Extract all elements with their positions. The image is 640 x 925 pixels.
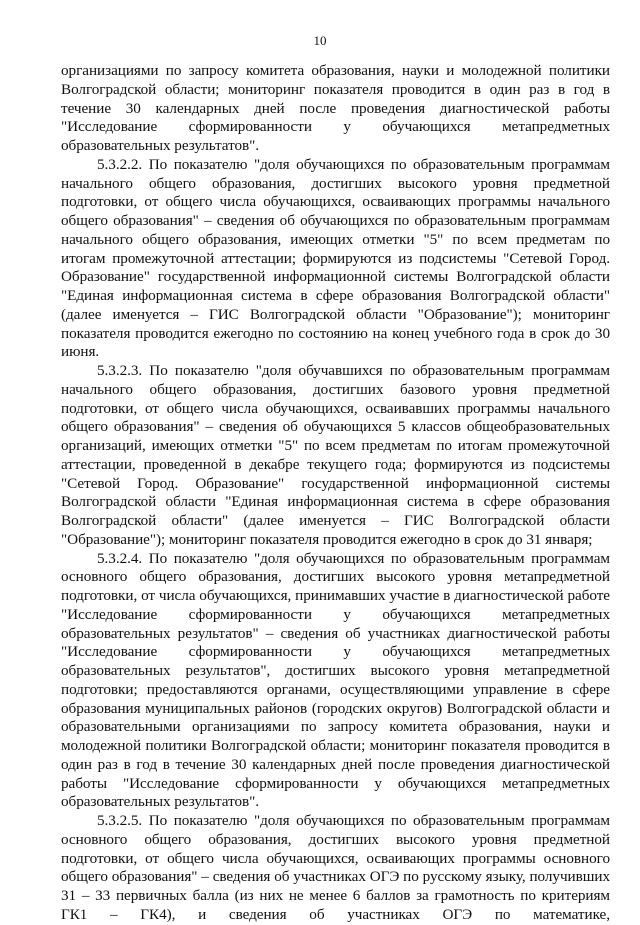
paragraph-continuation: организациями по запросу комитета образования, науки и молодежной политики Волгоградской области; мониторинг показателя проводится в один раз в год в течение 30 календарных дней после проведения диагностической работы "Исследование сформированности у обучающихся метапредметных образовательных результатов". bbox=[61, 62, 610, 154]
paragraph-5-3-2-3: 5.3.2.3. По показателю "доля обучавшихся по образовательным программам начального общего образования, достигших базового уровня предметной подготовки, от общего числа обучающихся, осваивавших программы начального общего образования" – сведения об обучающихся 5 классов общеобразовательных организаций, имеющих отметки "5" по всем предметам по итогам промежуточной аттестации, проведенной в декабре текущего года; формируются из подсистемы "Сетевой Город. Образование" государственной информационной системы Волгоградской области "Единая информационная система в сфере образования Волгоградской области" (далее именуется – ГИС Волгоградской области "Образование"); мониторинг показателя проводится ежегодно в срок до 31 января; bbox=[61, 362, 610, 548]
paragraph-5-3-2-2: 5.3.2.2. По показателю "доля обучающихся по образовательным программам начального общего образования, достигших высокого уровня предметной подготовки, от общего числа обучающихся, осваивающих программы начального общего образования" – сведения об обучающихся по образовательным программам начального общего образования, имеющих отметки "5" по всем предметам по итогам промежуточной аттестации; формируются из подсистемы "Сетевой Город. Образование" государственной информационной системы Волгоградской области "Единая информационная система в сфере образования Волгоградской области" (далее именуется – ГИС Волгоградской области "Образование"); мониторинг показателя проводится ежегодно по состоянию на конец учебного года в срок до 30 июня. bbox=[61, 155, 610, 361]
document-body bbox=[61, 62, 610, 925]
page-number: 10 bbox=[313, 33, 327, 48]
paragraph-5-3-2-5: 5.3.2.5. По показателю "доля обучающихся по образовательным программам основного общего образования, достигших высокого уровня предметной подготовки, от общего числа обучающихся, осваивающих программы основного общего образования" – сведения об участниках ОГЭ по русскому языку, получивших 31 – 33 первичных балла (из них не менее 6 баллов за грамотность по критериям ГК1 – ГК4), и сведения об участниках ОГЭ по математике, bbox=[61, 812, 610, 923]
paragraph-5-3-2-4: 5.3.2.4. По показателю "доля обучающихся по образовательным программам основного общего образования, достигших высокого уровня метапредметной подготовки, от числа обучающихся, принимавших участие в диагностической работе "Исследование сформированности у обучающихся метапредметных образовательных результатов" – сведения об участниках диагностической работы "Исследование сформированности у обучающихся метапредметных образовательных результатов", достигших высокого уровня метапредметной подготовки; предоставляются органами, осуществляющими управление в сфере образования муниципальных районов (городских округов) Волгоградской области и образовательными организациями по запросу комитета образования, науки и молодежной политики Волгоградской области; мониторинг показателя проводится в один раз в год в течение 30 календарных дней после проведения диагностической работы "Исследование сформированности у обучающихся метапредметных образовательных результатов". bbox=[61, 549, 610, 811]
